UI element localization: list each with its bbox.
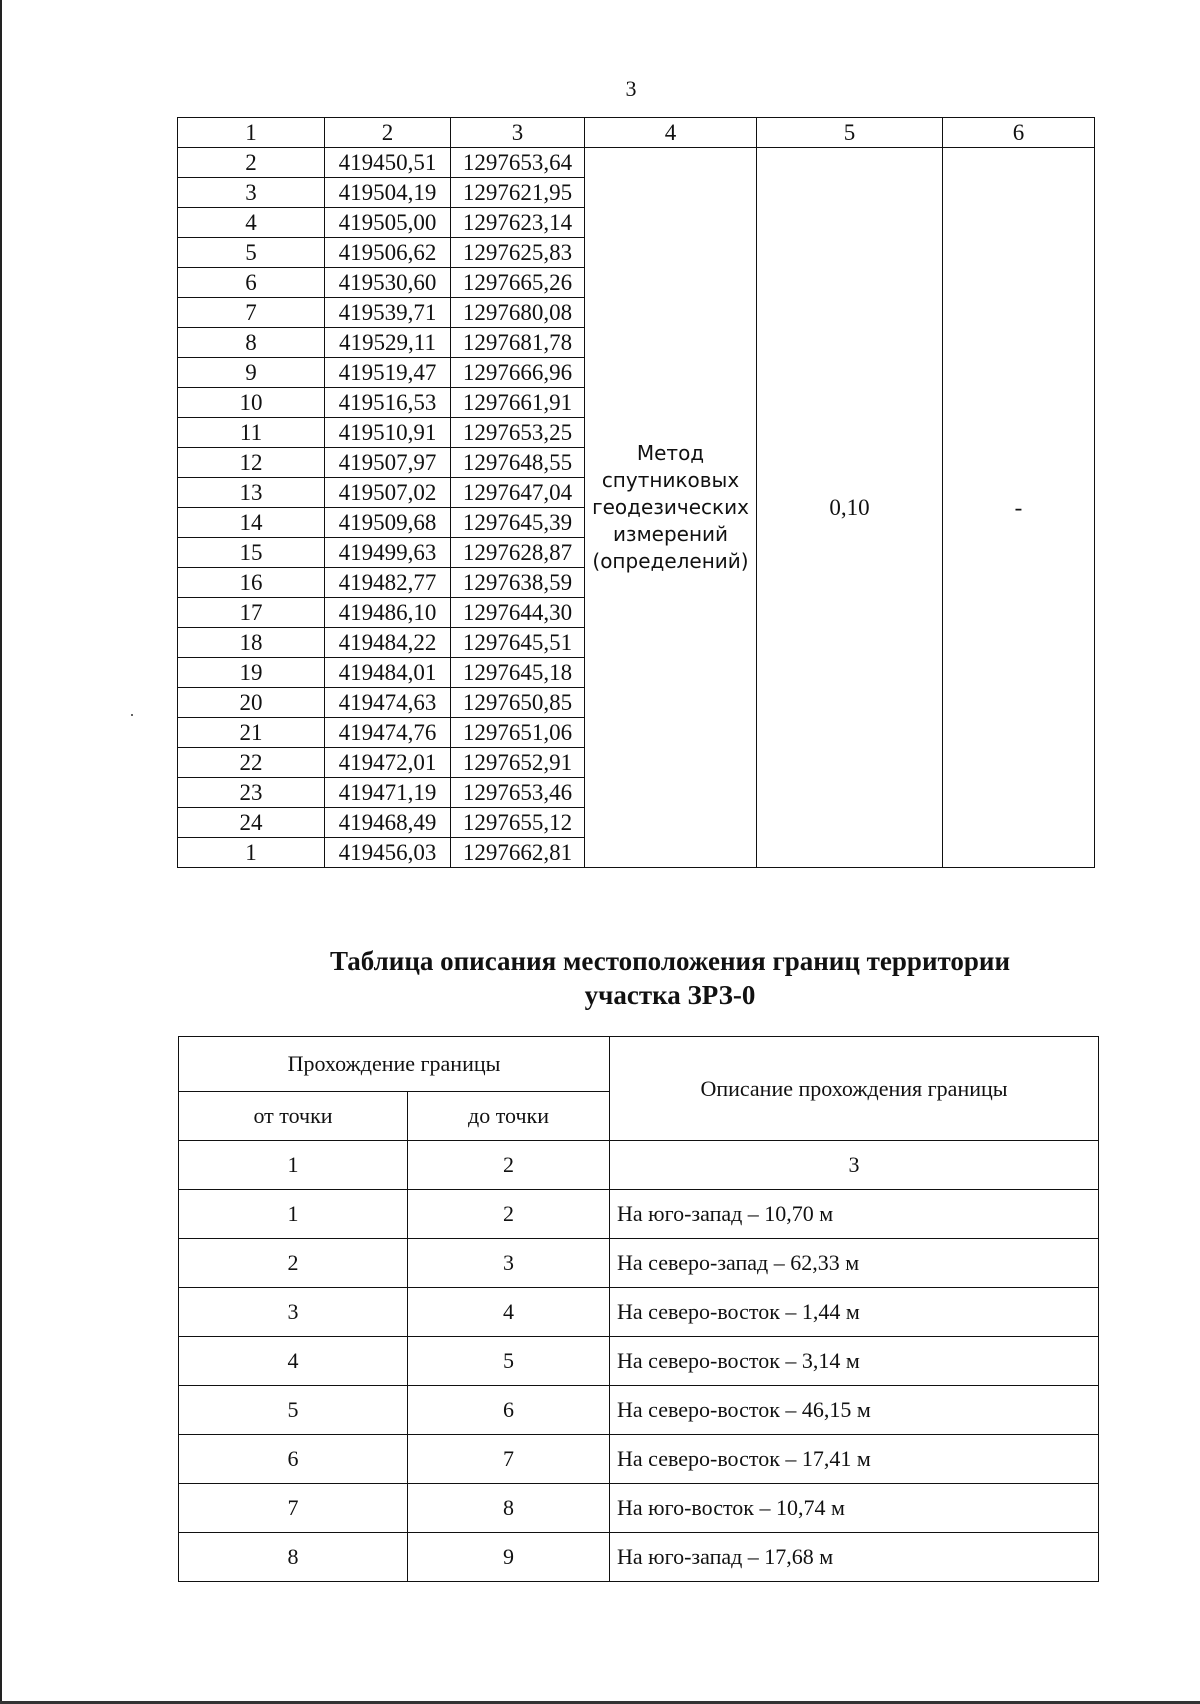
x-coordinate: 419509,68 bbox=[325, 508, 451, 538]
from-point: 4 bbox=[179, 1337, 408, 1386]
method-line: геодезических bbox=[592, 495, 749, 519]
x-coordinate: 419474,63 bbox=[325, 688, 451, 718]
boundary-description: На северо-восток – 3,14 м bbox=[610, 1337, 1099, 1386]
to-point: 5 bbox=[408, 1337, 610, 1386]
x-coordinate: 419507,02 bbox=[325, 478, 451, 508]
point-number: 19 bbox=[178, 658, 325, 688]
from-point: 2 bbox=[179, 1239, 408, 1288]
point-number: 18 bbox=[178, 628, 325, 658]
x-coordinate: 419530,60 bbox=[325, 268, 451, 298]
point-number: 3 bbox=[178, 178, 325, 208]
x-coordinate: 419456,03 bbox=[325, 838, 451, 868]
x-coordinate: 419506,62 bbox=[325, 238, 451, 268]
point-number: 9 bbox=[178, 358, 325, 388]
to-point: 2 bbox=[408, 1190, 610, 1239]
measurement-method bbox=[585, 148, 757, 868]
y-coordinate: 1297666,96 bbox=[451, 358, 585, 388]
y-coordinate: 1297628,87 bbox=[451, 538, 585, 568]
column-number: 2 bbox=[408, 1141, 610, 1190]
point-number: 24 bbox=[178, 808, 325, 838]
to-point: 8 bbox=[408, 1484, 610, 1533]
y-coordinate: 1297645,39 bbox=[451, 508, 585, 538]
x-coordinate: 419471,19 bbox=[325, 778, 451, 808]
boundary-row bbox=[179, 1239, 1099, 1288]
y-coordinate: 1297647,04 bbox=[451, 478, 585, 508]
column-number: 3 bbox=[610, 1141, 1099, 1190]
point-number: 16 bbox=[178, 568, 325, 598]
x-coordinate: 419510,91 bbox=[325, 418, 451, 448]
point-number: 8 bbox=[178, 328, 325, 358]
y-coordinate: 1297655,12 bbox=[451, 808, 585, 838]
to-point: 3 bbox=[408, 1239, 610, 1288]
boundary-row bbox=[179, 1190, 1099, 1239]
header-cell: 6 bbox=[943, 118, 1095, 148]
heading-line-1: Таблица описания местоположения границ территории bbox=[329, 946, 1011, 976]
header-cell: 1 bbox=[178, 118, 325, 148]
boundary-description: На юго-запад – 17,68 м bbox=[610, 1533, 1099, 1582]
boundary-row bbox=[179, 1484, 1099, 1533]
point-number: 21 bbox=[178, 718, 325, 748]
boundary-row bbox=[179, 1533, 1099, 1582]
y-coordinate: 1297645,18 bbox=[451, 658, 585, 688]
point-number: 14 bbox=[178, 508, 325, 538]
y-coordinate: 1297651,06 bbox=[451, 718, 585, 748]
y-coordinate: 1297662,81 bbox=[451, 838, 585, 868]
y-coordinate: 1297653,46 bbox=[451, 778, 585, 808]
from-point-header: от точки bbox=[179, 1092, 408, 1141]
boundary-description: На северо-восток – 1,44 м bbox=[610, 1288, 1099, 1337]
point-number: 22 bbox=[178, 748, 325, 778]
from-point: 7 bbox=[179, 1484, 408, 1533]
boundary-passage-header: Прохождение границы bbox=[179, 1037, 610, 1092]
y-coordinate: 1297621,95 bbox=[451, 178, 585, 208]
x-coordinate: 419507,97 bbox=[325, 448, 451, 478]
method-line: измерений bbox=[612, 522, 729, 546]
y-coordinate: 1297680,08 bbox=[451, 298, 585, 328]
x-coordinate: 419472,01 bbox=[325, 748, 451, 778]
boundary-description: На северо-запад – 62,33 м bbox=[610, 1239, 1099, 1288]
boundary-table-body bbox=[179, 1037, 1099, 1582]
y-coordinate: 1297661,91 bbox=[451, 388, 585, 418]
from-point: 3 bbox=[179, 1288, 408, 1337]
y-coordinate: 1297681,78 bbox=[451, 328, 585, 358]
to-point: 9 bbox=[408, 1533, 610, 1582]
method-line: Метод bbox=[636, 441, 705, 465]
from-point: 1 bbox=[179, 1190, 408, 1239]
x-coordinate: 419539,71 bbox=[325, 298, 451, 328]
point-number: 15 bbox=[178, 538, 325, 568]
point-number: 11 bbox=[178, 418, 325, 448]
boundary-description-header: Описание прохождения границы bbox=[610, 1037, 1099, 1141]
x-coordinate: 419484,01 bbox=[325, 658, 451, 688]
boundary-header-row-1 bbox=[179, 1037, 1099, 1092]
y-coordinate: 1297653,64 bbox=[451, 148, 585, 178]
header-cell: 3 bbox=[451, 118, 585, 148]
x-coordinate: 419486,10 bbox=[325, 598, 451, 628]
x-coordinate: 419499,63 bbox=[325, 538, 451, 568]
x-coordinate: 419484,22 bbox=[325, 628, 451, 658]
y-coordinate: 1297645,51 bbox=[451, 628, 585, 658]
boundary-row bbox=[179, 1386, 1099, 1435]
point-number: 12 bbox=[178, 448, 325, 478]
point-number: 17 bbox=[178, 598, 325, 628]
y-coordinate: 1297625,83 bbox=[451, 238, 585, 268]
x-coordinate: 419468,49 bbox=[325, 808, 451, 838]
y-coordinate: 1297648,55 bbox=[451, 448, 585, 478]
y-coordinate: 1297644,30 bbox=[451, 598, 585, 628]
point-number: 13 bbox=[178, 478, 325, 508]
point-number: 7 bbox=[178, 298, 325, 328]
boundary-row bbox=[179, 1288, 1099, 1337]
scan-speck bbox=[131, 714, 133, 716]
coordinate-row bbox=[178, 148, 1095, 178]
method-line: (определений) bbox=[592, 549, 749, 573]
boundary-row bbox=[179, 1435, 1099, 1484]
to-point: 7 bbox=[408, 1435, 610, 1484]
header-cell: 5 bbox=[757, 118, 943, 148]
section-heading bbox=[220, 944, 1120, 1012]
boundary-description: На северо-восток – 46,15 м bbox=[610, 1386, 1099, 1435]
x-coordinate: 419516,53 bbox=[325, 388, 451, 418]
coordinates-table bbox=[177, 117, 1095, 868]
from-point: 6 bbox=[179, 1435, 408, 1484]
to-point: 4 bbox=[408, 1288, 610, 1337]
method-line: спутниковых bbox=[601, 468, 740, 492]
point-number: 10 bbox=[178, 388, 325, 418]
point-number: 4 bbox=[178, 208, 325, 238]
boundary-description: На северо-восток – 17,41 м bbox=[610, 1435, 1099, 1484]
to-point-header: до точки bbox=[408, 1092, 610, 1141]
x-coordinate: 419474,76 bbox=[325, 718, 451, 748]
from-point: 8 bbox=[179, 1533, 408, 1582]
point-number: 23 bbox=[178, 778, 325, 808]
point-number: 1 bbox=[178, 838, 325, 868]
x-coordinate: 419529,11 bbox=[325, 328, 451, 358]
x-coordinate: 419482,77 bbox=[325, 568, 451, 598]
point-number: 6 bbox=[178, 268, 325, 298]
column-number: 1 bbox=[179, 1141, 408, 1190]
y-coordinate: 1297665,26 bbox=[451, 268, 585, 298]
point-number: 2 bbox=[178, 148, 325, 178]
x-coordinate: 419504,19 bbox=[325, 178, 451, 208]
y-coordinate: 1297650,85 bbox=[451, 688, 585, 718]
boundary-numbering-row bbox=[179, 1141, 1099, 1190]
page-left-edge bbox=[0, 0, 2, 1704]
boundary-description: На юго-запад – 10,70 м bbox=[610, 1190, 1099, 1239]
from-point: 5 bbox=[179, 1386, 408, 1435]
y-coordinate: 1297638,59 bbox=[451, 568, 585, 598]
x-coordinate: 419505,00 bbox=[325, 208, 451, 238]
coordinates-table-body bbox=[178, 118, 1095, 868]
column-6-value: - bbox=[943, 148, 1095, 868]
accuracy-value: 0,10 bbox=[757, 148, 943, 868]
page-number: 3 bbox=[625, 76, 637, 101]
point-number: 5 bbox=[178, 238, 325, 268]
header-cell: 4 bbox=[585, 118, 757, 148]
y-coordinate: 1297623,14 bbox=[451, 208, 585, 238]
coordinates-header-row bbox=[178, 118, 1095, 148]
y-coordinate: 1297652,91 bbox=[451, 748, 585, 778]
point-number: 20 bbox=[178, 688, 325, 718]
x-coordinate: 419519,47 bbox=[325, 358, 451, 388]
header-cell: 2 bbox=[325, 118, 451, 148]
boundary-description-table bbox=[178, 1036, 1099, 1582]
to-point: 6 bbox=[408, 1386, 610, 1435]
boundary-row bbox=[179, 1337, 1099, 1386]
y-coordinate: 1297653,25 bbox=[451, 418, 585, 448]
heading-line-2: участка ЗРЗ-0 bbox=[584, 980, 756, 1010]
boundary-description: На юго-восток – 10,74 м bbox=[610, 1484, 1099, 1533]
x-coordinate: 419450,51 bbox=[325, 148, 451, 178]
